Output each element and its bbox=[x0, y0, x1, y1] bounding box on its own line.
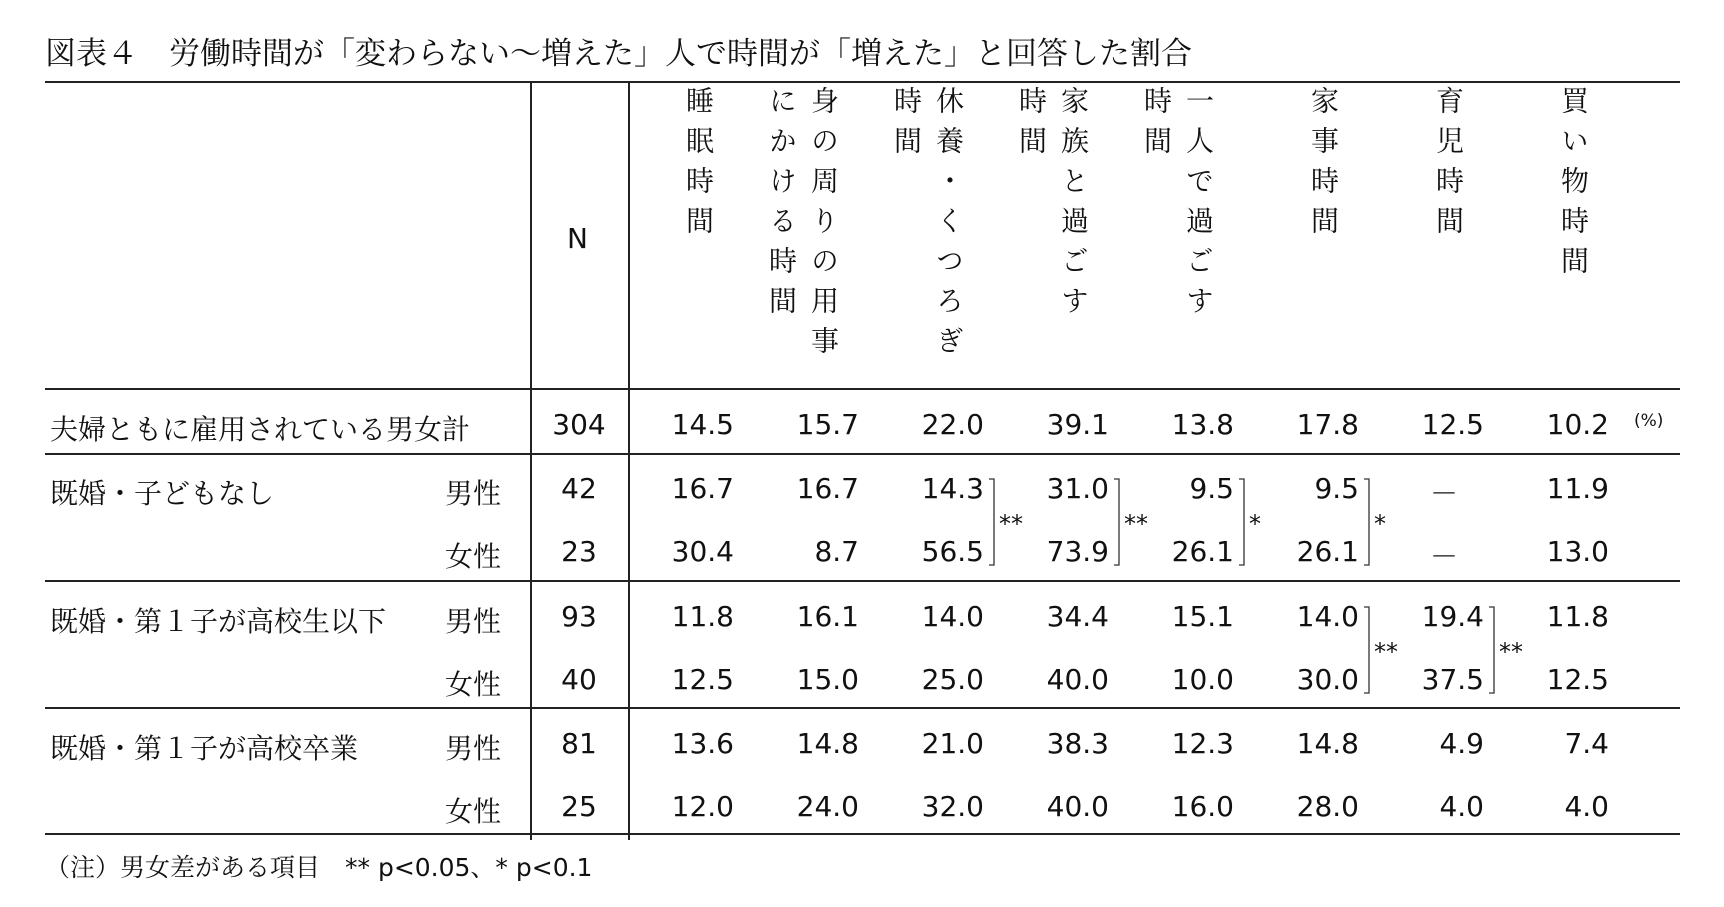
table-cell: 17.8 bbox=[1296, 408, 1359, 441]
table-cell: 13.6 bbox=[671, 727, 734, 760]
column-header bbox=[1557, 86, 1590, 286]
significance-mark: ** bbox=[999, 509, 1023, 538]
table-cell: 21.0 bbox=[921, 727, 984, 760]
table-cell: 37.5 bbox=[1421, 663, 1484, 696]
row-n-value: 42 bbox=[561, 472, 597, 505]
table-cell: － bbox=[1429, 477, 1458, 510]
table-cell: 9.5 bbox=[1189, 472, 1234, 505]
significance-bracket bbox=[1239, 478, 1249, 567]
table-cell: 15.0 bbox=[796, 663, 859, 696]
table-cell: 4.0 bbox=[1439, 790, 1484, 823]
significance-mark: ** bbox=[1124, 509, 1148, 538]
row-n-value: 81 bbox=[561, 727, 597, 760]
row-n-value: 304 bbox=[552, 408, 606, 441]
column-header bbox=[1307, 86, 1340, 246]
row-group-label: 既婚・第１子が高校生以下 bbox=[50, 605, 387, 638]
significance-mark: * bbox=[1249, 509, 1261, 538]
table-cell: 12.3 bbox=[1171, 727, 1234, 760]
significance-mark: ** bbox=[1499, 637, 1523, 666]
table-cell: 11.8 bbox=[1546, 600, 1609, 633]
table-cell: 39.1 bbox=[1046, 408, 1109, 441]
table-cell: 10.0 bbox=[1171, 663, 1234, 696]
table-cell: 12.5 bbox=[671, 663, 734, 696]
table-cell: 22.0 bbox=[921, 408, 984, 441]
table-bottom-border bbox=[45, 833, 1680, 835]
table-cell: 40.0 bbox=[1046, 663, 1109, 696]
table-cell: 7.4 bbox=[1564, 727, 1609, 760]
table-cell: 16.7 bbox=[796, 472, 859, 505]
table-cell: 56.5 bbox=[921, 535, 984, 568]
column-header bbox=[890, 86, 965, 366]
column-header-text: 買い物時間 bbox=[1557, 86, 1590, 286]
significance-bracket bbox=[989, 478, 999, 567]
table-cell: 19.4 bbox=[1421, 600, 1484, 633]
table-cell: 28.0 bbox=[1296, 790, 1359, 823]
table-title: 図表４ 労働時間が「変わらない～増えた」人で時間が「増えた」と回答した割合 bbox=[45, 36, 1192, 72]
column-header-text: 家族と過ごす bbox=[1057, 86, 1090, 326]
column-header bbox=[765, 86, 840, 366]
table-cell: 11.9 bbox=[1546, 472, 1609, 505]
table-cell: 10.2 bbox=[1546, 408, 1609, 441]
row-group-label: 既婚・第１子が高校卒業 bbox=[50, 732, 359, 765]
column-header bbox=[1015, 86, 1090, 326]
table-cell: 24.0 bbox=[796, 790, 859, 823]
table-cell: 14.0 bbox=[921, 600, 984, 633]
table-cell: 15.1 bbox=[1171, 600, 1234, 633]
column-header-text: 育児時間 bbox=[1432, 86, 1465, 246]
column-header-text: 休養・くつろぎ bbox=[932, 86, 965, 366]
n-column-header: N bbox=[567, 222, 588, 255]
column-header-text: 睡眠時間 bbox=[682, 86, 715, 246]
table-cell: 12.5 bbox=[1421, 408, 1484, 441]
significance-bracket bbox=[1364, 478, 1374, 567]
column-header-text: 一人で過ごす bbox=[1182, 86, 1215, 326]
table-cell: 38.3 bbox=[1046, 727, 1109, 760]
table-cell: 4.9 bbox=[1439, 727, 1484, 760]
table-cell: 34.4 bbox=[1046, 600, 1109, 633]
table-cell: 14.8 bbox=[1296, 727, 1359, 760]
row-n-value: 25 bbox=[561, 790, 597, 823]
column-header-text: 時間 bbox=[1015, 86, 1048, 166]
table-cell: 14.8 bbox=[796, 727, 859, 760]
table-cell: 15.7 bbox=[796, 408, 859, 441]
column-header bbox=[682, 86, 715, 246]
table-cell: 9.5 bbox=[1314, 472, 1359, 505]
table-cell: 4.0 bbox=[1564, 790, 1609, 823]
table-cell: 14.0 bbox=[1296, 600, 1359, 633]
table-cell: 30.0 bbox=[1296, 663, 1359, 696]
column-header-text: 身の周りの用事 bbox=[807, 86, 840, 366]
row-n-value: 40 bbox=[561, 663, 597, 696]
table-cell: 16.1 bbox=[796, 600, 859, 633]
row-group-label: 既婚・子どもなし bbox=[50, 477, 275, 510]
column-header bbox=[1432, 86, 1465, 246]
table-cell: 30.4 bbox=[671, 535, 734, 568]
row-divider bbox=[45, 580, 1680, 582]
column-divider bbox=[628, 82, 630, 840]
table-cell: 14.5 bbox=[671, 408, 734, 441]
row-sex-label: 男性 bbox=[445, 732, 502, 765]
column-header-text: 時間 bbox=[890, 86, 923, 166]
row-sex-label: 女性 bbox=[445, 540, 502, 573]
column-header bbox=[1140, 86, 1215, 326]
header-bottom-border bbox=[45, 388, 1680, 390]
table-cell: 26.1 bbox=[1296, 535, 1359, 568]
significance-mark: ** bbox=[1374, 637, 1398, 666]
row-n-value: 93 bbox=[561, 600, 597, 633]
column-header-text: 時間 bbox=[1140, 86, 1173, 166]
table-cell: 12.5 bbox=[1546, 663, 1609, 696]
table-cell: 8.7 bbox=[814, 535, 859, 568]
significance-bracket bbox=[1364, 606, 1374, 695]
row-group-label: 夫婦ともに雇用されている男女計 bbox=[50, 413, 471, 446]
row-sex-label: 男性 bbox=[445, 605, 502, 638]
significance-bracket bbox=[1114, 478, 1124, 567]
table-cell: 12.0 bbox=[671, 790, 734, 823]
table-cell: 73.9 bbox=[1046, 535, 1109, 568]
column-header-text: 家事時間 bbox=[1307, 86, 1340, 246]
table-cell: 13.0 bbox=[1546, 535, 1609, 568]
table-cell: 16.0 bbox=[1171, 790, 1234, 823]
table-cell: 16.7 bbox=[671, 472, 734, 505]
significance-bracket bbox=[1489, 606, 1499, 695]
column-header-text: にかける時間 bbox=[765, 86, 798, 326]
table-cell: 32.0 bbox=[921, 790, 984, 823]
table-cell: － bbox=[1429, 540, 1458, 573]
table-cell: 31.0 bbox=[1046, 472, 1109, 505]
table-cell: 40.0 bbox=[1046, 790, 1109, 823]
row-sex-label: 女性 bbox=[445, 668, 502, 701]
table-top-border bbox=[45, 81, 1680, 83]
row-sex-label: 男性 bbox=[445, 477, 502, 510]
table-cell: 26.1 bbox=[1171, 535, 1234, 568]
significance-mark: * bbox=[1374, 509, 1386, 538]
row-divider bbox=[45, 707, 1680, 709]
table-cell: 13.8 bbox=[1171, 408, 1234, 441]
table-cell: 11.8 bbox=[671, 600, 734, 633]
footnote: （注）男女差がある項目 ** p<0.05、* p<0.1 bbox=[45, 853, 593, 882]
table-cell: 25.0 bbox=[921, 663, 984, 696]
unit-label: (%) bbox=[1634, 411, 1664, 431]
row-divider bbox=[45, 453, 1680, 455]
row-sex-label: 女性 bbox=[445, 795, 502, 828]
table-cell: 14.3 bbox=[921, 472, 984, 505]
row-n-value: 23 bbox=[561, 535, 597, 568]
